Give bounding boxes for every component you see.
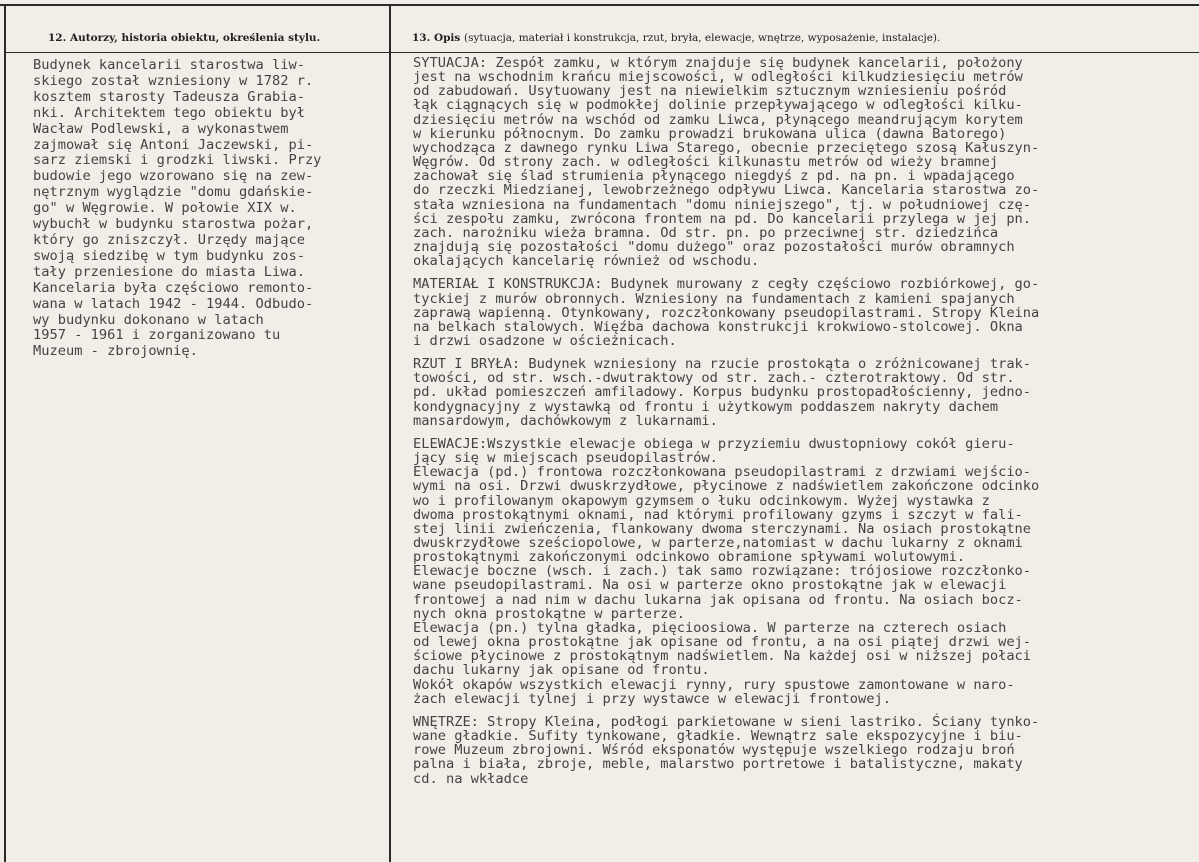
section-12-title: Autorzy, historia obiektu, określenia stylu. [69, 32, 321, 44]
description-line: w kierunku północnym. Do zamku prowadzi brukowana ulica (dawna Batorego) [413, 125, 1007, 142]
section-13-title: Opis [433, 32, 461, 44]
column-divider [389, 4, 391, 862]
description-line: od lewej okna prostokątne jak opisane od frontu, a na osi piątej drzwi wej- [413, 634, 1032, 651]
history-line: 1957 - 1961 i zorganizowano tu [33, 327, 281, 344]
section-12-header [48, 32, 320, 44]
description-line: nych okna prostokątne w parterze. [413, 605, 685, 622]
history-line: Muzeum - zbrojownię. [33, 343, 198, 360]
description-line: stała wzniesiona na fundamentach "domu niniejszego", tj. w południowej czę- [413, 196, 1032, 213]
description-line: do rzeczki Miedzianej, lewobrzeżnego odpływu Liwca. Kancelaria starostwa zo- [413, 182, 1040, 199]
description-line: rowe Muzeum zbrojowni. Wśród eksponatów występuje wszelkiego rodzaju broń [413, 742, 1015, 759]
history-text-block [33, 58, 321, 360]
section-13-header [412, 32, 940, 44]
history-line: który go zniszczył. Urzędy mające [33, 231, 305, 248]
description-line: i drzwi osadzone w ościeżnicach. [413, 332, 677, 349]
description-line: dachu lukarny jak opisane od frontu. [413, 662, 710, 679]
description-line: wane pseudopilastrami. Na osi w parterze okno prostokątne jak w elewacji [413, 577, 1007, 594]
history-line: tały przeniesione do miasta Liwa. [33, 263, 305, 280]
history-line: budowie jego wzorowano się na zew- [33, 168, 314, 185]
description-line: zach. narożniku wieża bramna. Od str. pn. po przeciwnej str. dziedzińca [413, 224, 999, 241]
description-line: palna i biała, zbroje, meble, malarstwo portretowe i batalistyczne, makaty [413, 756, 1023, 773]
description-line: pd. układ pomieszczeń amfiladowy. Korpus budynku prostopadłościenny, jedno- [413, 384, 1032, 401]
section-13-detail: (sytuacja, materiał i konstrukcja, rzut, bryła, elewacje, wnętrze, wyposażenie, instalacje). [463, 32, 941, 44]
description-line: cd. na wkładce [413, 770, 529, 787]
description-line: łąk ciągnących się w podmokłej dolinie przepływającego w odległości kilku- [413, 97, 1023, 114]
description-line: zachował się ślad strumienia płynącego niegdyś z pd. na pn. i wpadającego [413, 168, 1015, 185]
description-line: kondygnacyjny z wystawką od frontu i użytkowym poddaszem nakryty dachem [413, 398, 999, 415]
description-line: stej linii zwieńczenia, flankowany dwoma sterczynami. Na osiach prostokątne [413, 520, 1032, 537]
description-line: Węgrów. Od strony zach. w odległości kilkunastu metrów od wieży bramnej [413, 154, 999, 171]
description-line: wymi na osi. Drzwi dwuskrzydłowe, płycinowe z nadświetlem zakończone odcinko [413, 478, 1040, 495]
description-line: mansardowym, dachówkowym z lukarnami. [413, 412, 718, 429]
history-line: wybuchł w budynku starostwa pożar, [33, 216, 314, 233]
description-line: ściowe płycinowe z prostokątnym nadświetlem. Na każdej osi w niższej połaci [413, 648, 1032, 665]
description-line: dziesięciu metrów na wschód od zamku Liwca, płynącego meandrującym korytem [413, 111, 1023, 128]
description-line: znajdują się pozostałości "domu dużego" oraz pozostałości murów obramnych [413, 239, 1015, 256]
description-line: jest na wschodnim krańcu miejscowości, w odległości kilkudziesięciu metrów [413, 69, 1023, 86]
history-line: swoją siedzibę w tym budynku zos- [33, 247, 305, 264]
history-line: wana w latach 1942 - 1944. Odbudo- [33, 295, 314, 312]
description-line: towości, od str. wsch.-dwutraktowy od str. zach.- czterotraktowy. Od str. [413, 370, 1015, 387]
description-line: ELEWACJE:Wszystkie elewacje obiega w przyziemiu dwustopniowy cokół gieru- [413, 435, 1015, 452]
description-line: żach elewacji tylnej i przy wystawce w elewacji frontowej. [413, 690, 891, 707]
history-line: Budynek kancelarii starostwa liw- [33, 57, 305, 73]
description-line: frontowej a nad nim w dachu lukarna jak opisana od frontu. Na osiach bocz- [413, 591, 1023, 608]
description-line: SYTUACJA: Zespół zamku, w którym znajduje się budynek kancelarii, położony [413, 55, 1023, 71]
history-line: nki. Architektem tego obiektu był [33, 104, 305, 121]
description-line: Elewacja (pn.) tylna gładka, pięcioosiowa. W parterze na czterech osiach [413, 619, 1007, 636]
history-line: Kancelaria była częściowo remonto- [33, 279, 314, 296]
description-line: tyckiej z murów obronnych. Wzniesiony na fundamentach z kamieni spajanych [413, 290, 1015, 307]
description-line: wychodząca z dawnego rynku Liwa Starego, obecnie przeciętego szosą Kałuszyn- [413, 139, 1040, 156]
description-line: na belkach stalowych. Więźba dachowa konstrukcji krokwiowo-stolcowej. Okna [413, 318, 1023, 335]
right-header-rule [390, 52, 1199, 53]
section-12-number: 12. [48, 32, 67, 44]
frame-top-border [0, 4, 1199, 6]
description-line: jący się w miejscach pseudopilastrów. [413, 450, 718, 467]
history-line: Wacław Podlewski, a wykonastwem [33, 120, 289, 137]
description-line: dwoma prostokątnymi oknami, nad którymi profilowany gzyms i szczyt w fali- [413, 506, 1023, 523]
description-line: od zabudowań. Usytuowany jest na niewielkim sztucznym wzniesieniu pośród [413, 83, 1007, 100]
description-line: WNĘTRZE: Stropy Kleina, podłogi parkietowane w sieni lastriko. Ściany tynko- [413, 713, 1040, 730]
description-line: prostokątnymi zakończonymi odcinkowo obramione spływami wolutowymi. [413, 549, 966, 566]
description-text-block [413, 56, 1039, 786]
description-line: RZUT I BRYŁA: Budynek wzniesiony na rzucie prostokąta o zróżnicowanej trak- [413, 356, 1032, 373]
description-line: wane gładkie. Sufity tynkowane, gładkie. Wewnątrz sale ekspozycyjne i biu- [413, 728, 1023, 745]
description-line: Wokół okapów wszystkich elewacji rynny, rury spustowe zamontowane w naro- [413, 676, 1015, 693]
history-line: wy budynku dokonano w latach [33, 311, 264, 328]
section-13-number: 13. [412, 32, 431, 44]
description-line: MATERIAŁ I KONSTRUKCJA: Budynek murowany z cegły częściowo rozbiórkowej, go- [413, 276, 1040, 293]
description-line: wo i profilowanym okapowym gzymsem o łuku odcinkowym. Wyżej wystawka z [413, 492, 990, 509]
history-line: kosztem starosty Tadeusza Grabia- [33, 88, 305, 105]
description-line: ści zespołu zamku, zwrócona frontem na pd. Do kancelarii przylega w jej pn. [413, 210, 1032, 227]
description-line: Elewacje boczne (wsch. i zach.) tak samo rozwiązane: trójosiowe rozczłonko- [413, 563, 1032, 580]
description-line: zaprawą wapienną. Otynkowany, rozczłonkowany pseudopilastrami. Stropy Kleina [413, 304, 1040, 321]
history-line: nętrznym wyglądzie "domu gdańskie- [33, 184, 314, 201]
history-line: skiego został wzniesiony w 1782 r. [33, 72, 314, 89]
description-line: dwuskrzydłowe sześciopolowe, w parterze,natomiast w dachu lukarny z oknami [413, 535, 1023, 551]
history-line: sarz ziemski i grodzki liwski. Przy [33, 152, 322, 169]
history-line: zajmował się Antoni Jaczewski, pi- [33, 136, 314, 153]
history-line: go" w Węgrowie. W połowie XIX w. [33, 200, 297, 217]
description-line: Elewacja (pd.) frontowa rozczłonkowana pseudopilastrami z drzwiami wejścio- [413, 464, 1032, 481]
left-header-rule [4, 52, 390, 53]
frame-left-border [4, 4, 6, 862]
description-line: okalających kancelarię również od wschodu. [413, 253, 760, 270]
